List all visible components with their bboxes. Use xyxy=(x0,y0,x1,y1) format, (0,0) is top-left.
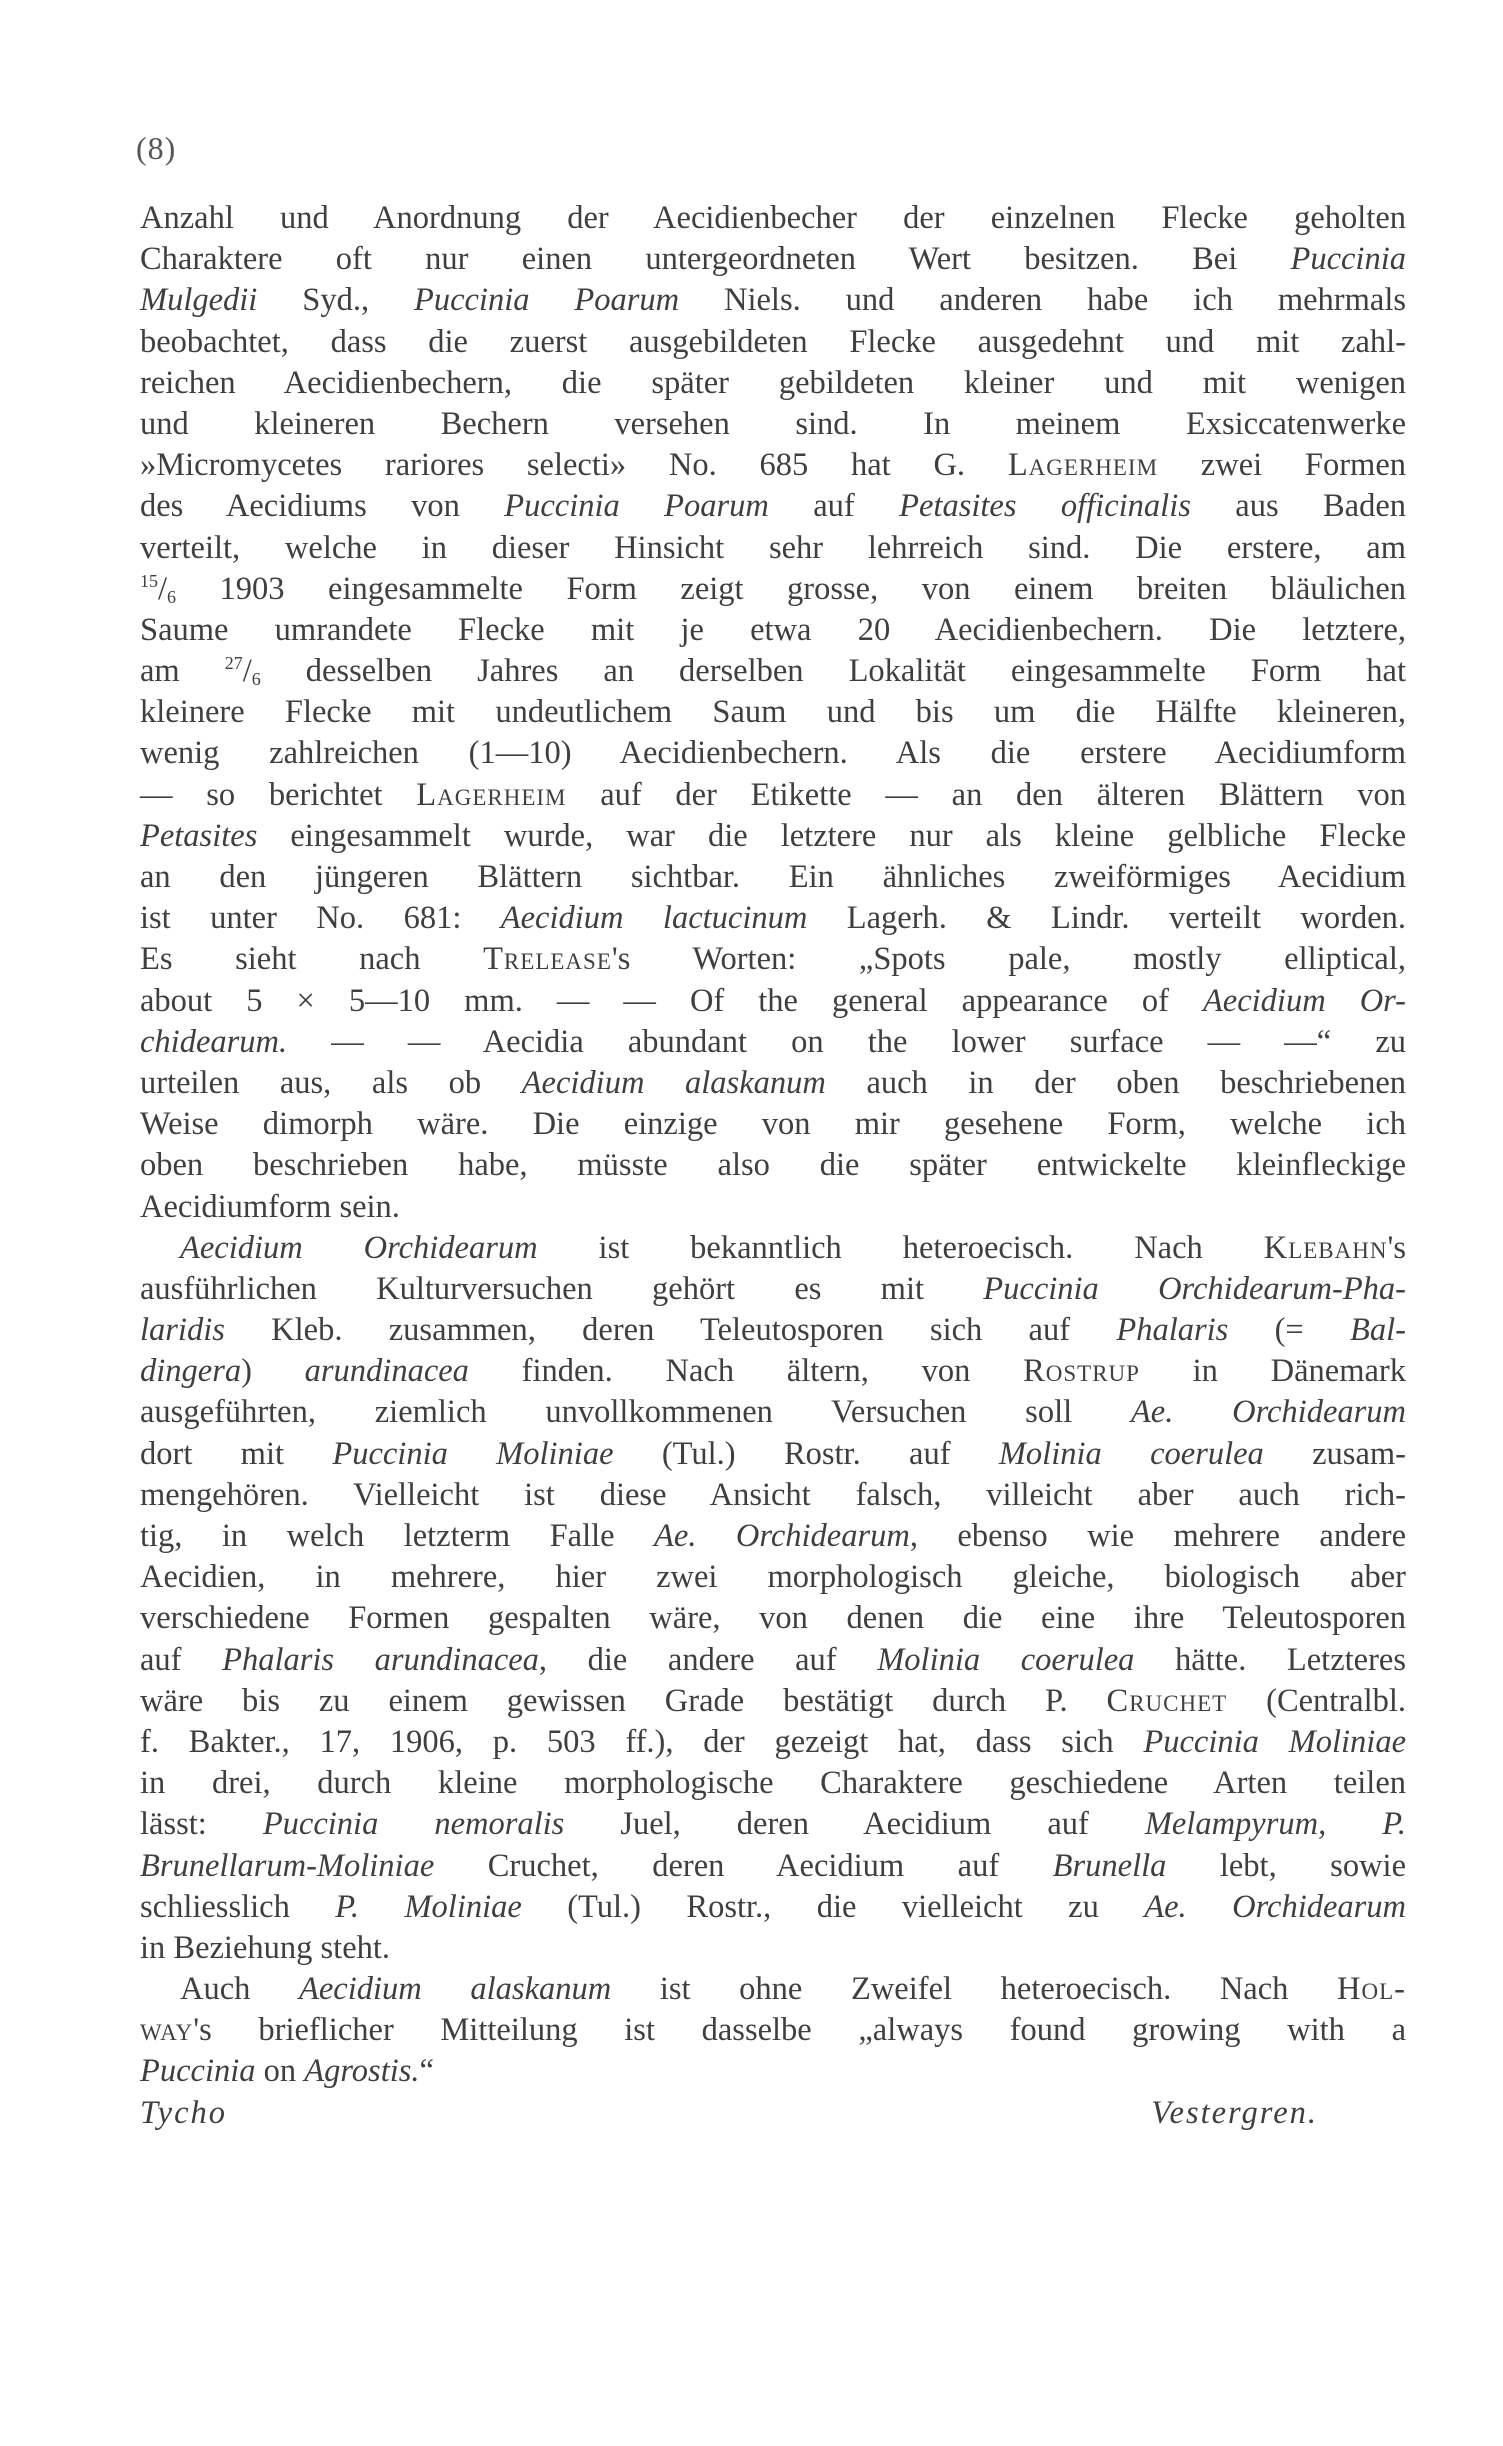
smallcaps-run: Lagerheim xyxy=(416,776,567,813)
text-run: in drei, durch kleine morphologische Charaktere geschiedene Arten teilen xyxy=(140,1765,1406,1802)
smallcaps-run: Trelease xyxy=(483,941,612,978)
text-line xyxy=(140,898,1406,939)
text-line xyxy=(140,981,1406,1022)
text-line xyxy=(140,1434,1406,1475)
text-line xyxy=(140,733,1406,774)
text-run: on xyxy=(255,2053,305,2090)
text-run: eingesammelt wurde, war die letztere nur als kleine gelbliche Flecke xyxy=(257,817,1406,854)
italic-run: laridis xyxy=(140,1312,225,1349)
text-run: zwei Formen xyxy=(1158,447,1406,484)
italic-run: Puccinia Moliniae xyxy=(1143,1723,1406,1760)
text-run: 's xyxy=(1387,1229,1406,1266)
text-run: auch in der oben beschriebenen xyxy=(825,1064,1406,1101)
text-line xyxy=(140,280,1406,321)
text-line xyxy=(140,939,1406,980)
text-run: urteilen aus, als ob xyxy=(140,1064,522,1101)
sub-run: 6 xyxy=(251,669,261,690)
italic-run: P. Moliniae xyxy=(335,1888,522,1925)
text-run: ist unter No. 681: xyxy=(140,900,501,937)
text-run: / xyxy=(242,653,252,690)
text-run: in Beziehung steht. xyxy=(140,1929,391,1966)
smallcaps-run: Cruchet xyxy=(1106,1682,1228,1719)
text-run: oben beschrieben habe, müsste also die später entwickelte kleinfleckige xyxy=(140,1147,1406,1184)
text-run: Es sieht nach xyxy=(140,941,484,978)
text-line xyxy=(140,1104,1406,1145)
text-line xyxy=(140,404,1406,445)
author-signature: Tycho Vestergren. xyxy=(140,2094,1318,2131)
text-run: am xyxy=(140,653,225,690)
page-number: (8) xyxy=(136,130,177,166)
text-run: 1903 eingesammelte Form zeigt grosse, von einem breiten bläulichen xyxy=(176,570,1406,607)
text-run: / xyxy=(158,570,168,607)
text-line xyxy=(140,569,1406,610)
text-run: Niels. und anderen habe ich mehrmals xyxy=(679,282,1407,319)
text-line xyxy=(140,1640,1406,1681)
italic-run: Puccinia Orchidearum-Pha- xyxy=(983,1270,1406,1307)
italic-run: Bal- xyxy=(1350,1312,1406,1349)
italic-run: Ae. Orchidearum xyxy=(1130,1394,1407,1431)
smallcaps-run: Rostrup xyxy=(1023,1353,1140,1390)
text-line xyxy=(140,816,1406,857)
italic-run: Puccinia Poarum xyxy=(413,282,680,319)
text-run: , ebenso wie mehrere andere xyxy=(909,1518,1406,1554)
text-line xyxy=(140,651,1406,692)
text-run: Auch xyxy=(180,1971,300,2008)
italic-run: Puccinia xyxy=(140,2053,256,2090)
italic-run: Aecidium lactucinum xyxy=(500,900,808,937)
text-run: finden. Nach ältern, von xyxy=(468,1353,1024,1390)
smallcaps-run: Hol- xyxy=(1337,1971,1406,2008)
italic-run: Aecidium alaskanum xyxy=(299,1971,612,2008)
italic-run: Petasites officinalis xyxy=(899,488,1191,525)
italic-run: Phalaris xyxy=(1116,1312,1229,1349)
text-run: Aecidiumform sein. xyxy=(140,1188,400,1225)
text-line xyxy=(140,610,1406,651)
text-line xyxy=(140,1557,1406,1598)
italic-run: Melampyrum, P. xyxy=(1144,1806,1407,1843)
smallcaps-run: Klebahn xyxy=(1263,1229,1388,1266)
text-run: lässt: xyxy=(140,1806,263,1843)
text-run: aus Baden xyxy=(1190,488,1407,525)
text-line xyxy=(140,2010,1406,2051)
text-run: zusam- xyxy=(1263,1435,1406,1472)
text-run: Kleb. zusammen, deren Teleutosporen sich auf xyxy=(224,1312,1117,1349)
text-line xyxy=(140,1846,1406,1887)
italic-run: Petasites xyxy=(140,817,258,854)
text-run: ist bekanntlich heteroecisch. Nach xyxy=(537,1229,1264,1266)
text-run: in Dänemark xyxy=(1139,1353,1406,1390)
text-run: Aecidien, in mehrere, hier zwei morphologisch gleiche, biologisch aber xyxy=(140,1559,1406,1596)
text-line xyxy=(140,528,1406,569)
text-run: hätte. Letzteres xyxy=(1134,1641,1406,1678)
text-run: beobachtet, dass die zuerst ausgebildeten Flecke ausgedehnt und mit zahl- xyxy=(140,323,1406,360)
smallcaps-run: Lagerheim xyxy=(1007,447,1159,484)
text-run: , die andere auf xyxy=(538,1641,878,1678)
text-line xyxy=(140,1228,1406,1269)
text-line xyxy=(140,692,1406,733)
text-line xyxy=(140,1681,1406,1722)
italic-run: Brunellarum-Moliniae xyxy=(140,1847,435,1884)
text-run: ) xyxy=(241,1353,305,1390)
italic-run: Puccinia nemoralis xyxy=(262,1806,565,1843)
text-run: an den jüngeren Blättern sichtbar. Ein ähnliches zweiförmiges Aecidium xyxy=(140,859,1406,895)
text-run: reichen Aecidienbechern, die später gebildeten kleiner und mit wenigen xyxy=(140,364,1406,401)
text-line xyxy=(140,445,1406,486)
text-line xyxy=(140,1269,1406,1310)
text-line xyxy=(140,1928,1406,1969)
text-run: (= xyxy=(1228,1312,1351,1349)
text-run: (Tul.) Rostr. auf xyxy=(613,1435,999,1472)
italic-run: Mulgedii xyxy=(140,282,258,319)
text-run: Weise dimorph wäre. Die einzige von mir gesehene Form, welche ich xyxy=(140,1106,1406,1143)
text-run: auf der Etikette — an den älteren Blättern von xyxy=(566,776,1406,813)
text-line xyxy=(140,1310,1406,1351)
sup-run: 27 xyxy=(224,653,243,674)
text-line xyxy=(140,857,1406,898)
text-run: verteilt, welche in dieser Hinsicht sehr lehrreich sind. Die erstere, am xyxy=(140,529,1406,566)
text-line xyxy=(140,1598,1406,1639)
italic-run: Puccinia Poarum xyxy=(504,488,769,525)
text-run: Saume umrandete Flecke mit je etwa 20 Aecidienbechern. Die letztere, xyxy=(140,611,1406,648)
italic-run: Ae. Orchidearum xyxy=(1144,1888,1407,1925)
text-run: — — Aecidia abundant on the lower surface — —“ zu xyxy=(287,1023,1406,1060)
italic-run: Molinia coerulea xyxy=(877,1641,1135,1678)
text-run: lebt, sowie xyxy=(1166,1847,1406,1884)
text-line xyxy=(140,486,1406,527)
text-run: f. Bakter., 17, 1906, p. 503 ff.), der gezeigt hat, dass sich xyxy=(140,1723,1144,1760)
text-run: verschiedene Formen gespalten wäre, von denen die eine ihre Teleutosporen xyxy=(140,1600,1406,1637)
italic-run: Aecidium Orchidearum xyxy=(180,1229,538,1266)
text-run: ausführlichen Kulturversuchen gehört es mit xyxy=(140,1270,984,1307)
text-line xyxy=(140,363,1406,404)
italic-run: Phalaris arundinacea xyxy=(222,1641,539,1678)
text-run: Cruchet, deren Aecidium auf xyxy=(434,1847,1053,1884)
text-run: auf xyxy=(140,1641,223,1678)
body-text xyxy=(140,198,1406,2134)
text-run: schliesslich xyxy=(140,1888,336,1925)
text-run: “ xyxy=(419,2053,434,2090)
text-line xyxy=(140,1392,1406,1433)
text-line xyxy=(140,775,1406,816)
text-line xyxy=(140,1887,1406,1928)
italic-run: Ae. Orchidearum xyxy=(654,1518,910,1554)
text-run: 's brieflicher Mitteilung ist dasselbe „always found growing with a xyxy=(193,2012,1406,2049)
sup-run: 15 xyxy=(140,570,158,591)
text-run: (Tul.) Rostr., die vielleicht zu xyxy=(521,1888,1145,1925)
text-run: »Micromycetes rariores selecti» No. 685 hat G. xyxy=(140,447,1008,484)
text-run: desselben Jahres an derselben Lokalität eingesammelte Form hat xyxy=(260,653,1406,690)
text-run: kleinere Flecke mit undeutlichem Saum und bis um die Hälfte kleineren, xyxy=(140,694,1406,731)
text-run: Anzahl und Anordnung der Aecidienbecher der einzelnen Flecke geholten xyxy=(140,200,1406,236)
text-line xyxy=(140,1516,1406,1557)
text-run: wenig zahlreichen (1—10) Aecidienbechern. Als die erstere Aecidiumform xyxy=(140,735,1406,772)
text-run: Charaktere oft nur einen untergeordneten Wert besitzen. Bei xyxy=(140,241,1291,278)
text-line xyxy=(140,198,1406,239)
text-run: dort mit xyxy=(140,1435,333,1472)
text-line xyxy=(140,2051,1406,2092)
text-run: 's Worten: „Spots pale, mostly elliptical, xyxy=(611,941,1406,978)
text-line xyxy=(140,239,1406,280)
italic-run: Molinia coerulea xyxy=(998,1435,1264,1472)
text-run: tig, in welch letzterm Falle xyxy=(140,1518,655,1554)
italic-run: Puccinia xyxy=(1290,241,1406,278)
text-run: Lagerh. & Lindr. verteilt worden. xyxy=(807,900,1406,937)
text-line xyxy=(140,1063,1406,1104)
text-line xyxy=(140,1351,1406,1392)
smallcaps-run: way xyxy=(140,2012,194,2049)
text-run: Juel, deren Aecidium auf xyxy=(564,1806,1145,1843)
text-run: (Centralbl. xyxy=(1227,1682,1407,1719)
text-run: ausgeführten, ziemlich unvollkommenen Versuchen soll xyxy=(140,1394,1131,1431)
text-run: mengehören. Vielleicht ist diese Ansicht falsch, villeicht aber auch rich- xyxy=(140,1476,1406,1513)
text-line xyxy=(140,1804,1406,1845)
italic-run: dingera xyxy=(140,1353,242,1390)
italic-run: chidearum. xyxy=(140,1023,288,1060)
text-run: und kleineren Bechern versehen sind. In meinem Exsiccatenwerke xyxy=(140,405,1406,442)
italic-run: Aecidium Or- xyxy=(1202,982,1406,1019)
text-line xyxy=(140,1969,1406,2010)
text-run: ist ohne Zweifel heteroecisch. Nach xyxy=(611,1971,1338,2008)
text-run: auf xyxy=(768,488,900,525)
text-run: des Aecidiums von xyxy=(140,488,505,525)
text-line xyxy=(140,1022,1406,1063)
italic-run: Agrostis. xyxy=(304,2053,420,2090)
text-line xyxy=(140,1722,1406,1763)
text-run: about 5 × 5—10 mm. — — Of the general appearance of xyxy=(140,982,1203,1019)
text-line xyxy=(140,1145,1406,1186)
italic-run: Aecidium alaskanum xyxy=(521,1064,826,1101)
text-run: wäre bis zu einem gewissen Grade bestätigt durch P. xyxy=(140,1682,1107,1719)
text-run: Syd., xyxy=(257,282,414,319)
sub-run: 6 xyxy=(167,586,177,607)
italic-run: Puccinia Moliniae xyxy=(332,1435,614,1472)
text-line xyxy=(140,322,1406,363)
text-line xyxy=(140,1763,1406,1804)
italic-run: Brunella xyxy=(1052,1847,1167,1884)
italic-run: arundinacea xyxy=(304,1353,469,1390)
text-run: — so berichtet xyxy=(140,776,417,813)
text-line xyxy=(140,1187,1406,1228)
text-line xyxy=(140,1475,1406,1516)
